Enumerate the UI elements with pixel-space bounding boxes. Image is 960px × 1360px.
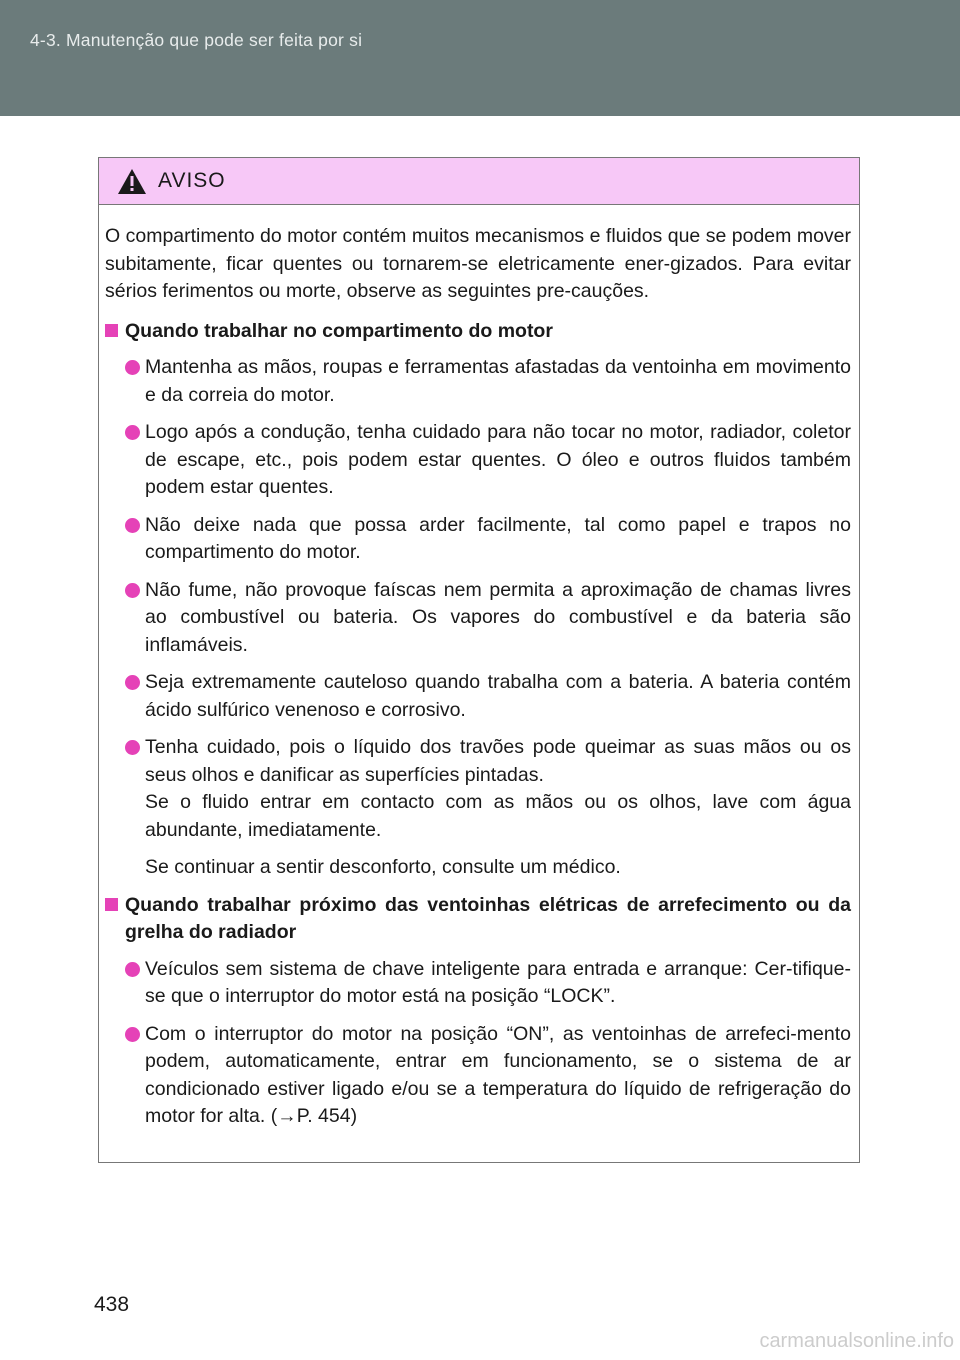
section-heading-text: Quando trabalhar próximo das ventoinhas elétricas de arrefecimento ou da grelha do radiador (125, 893, 851, 943)
warning-intro: O compartimento do motor contém muitos mecanismos e fluidos que se podem mover subitamente, ficar quentes ou tornarem-se eletricamente ener-gizados. Para evitar sérios ferimentos ou morte, observe as seguintes pre-cauções. (105, 225, 851, 302)
circle-bullet-icon (125, 1027, 140, 1042)
page-number: 438 (94, 1293, 130, 1316)
circle-bullet-icon (125, 675, 140, 690)
warning-title: AVISO (158, 169, 226, 192)
list-item-text: Não deixe nada que possa arder facilmente, tal como papel e trapos no compartimento do motor. (145, 513, 851, 563)
circle-bullet-icon (125, 962, 140, 977)
list-item-extra-text: Se continuar a sentir desconforto, consulte um médico. (145, 856, 621, 878)
list-item (105, 577, 851, 660)
list-item (105, 354, 851, 409)
square-bullet-icon (105, 324, 118, 337)
list-item (105, 419, 851, 502)
section-heading (105, 892, 851, 947)
list-item-extra-text: Se o fluido entrar em contacto com as mãos ou os olhos, lave com água abundante, imediatamente. (145, 791, 851, 841)
list-item-text: Com o interruptor do motor na posição “ON”, as ventoinhas de arrefeci-mento podem, automaticamente, entrar em funcionamento, se o sistema de ar condicionado estiver ligado e/ou se a temperatura do líquido de refrigeração do motor for alta. (→P. 454) (145, 1022, 851, 1127)
section-heading (105, 318, 851, 346)
list-item (105, 512, 851, 567)
circle-bullet-icon (125, 518, 140, 533)
list-item-text: Mantenha as mãos, roupas e ferramentas afastadas da ventoinha em movimento e da correia do motor. (145, 356, 851, 406)
circle-bullet-icon (125, 740, 140, 755)
list-item-text: Seja extremamente cauteloso quando trabalha com a bateria. A bateria contém ácido sulfúrico venenoso e corrosivo. (145, 671, 851, 721)
list-item (105, 669, 851, 724)
warning-body (99, 205, 859, 1131)
warning-triangle-icon (117, 168, 147, 195)
list-item (105, 956, 851, 1011)
list-item-text: Logo após a condução, tenha cuidado para não tocar no motor, radiador, coletor de escape, etc., pois podem estar quentes. O óleo e outros fluidos também podem estar quentes. (145, 421, 851, 498)
circle-bullet-icon (125, 425, 140, 440)
page-header-band (0, 0, 960, 116)
circle-bullet-icon (125, 360, 140, 375)
list-item (105, 1021, 851, 1131)
circle-bullet-icon (125, 583, 140, 598)
section-heading-text: Quando trabalhar no compartimento do motor (125, 319, 553, 342)
warning-box (98, 157, 860, 1163)
list-item-text: Tenha cuidado, pois o líquido dos travões pode queimar as suas mãos ou os seus olhos e danificar as superfícies pintadas. (145, 736, 851, 786)
watermark: carmanualsonline.info (759, 1330, 954, 1352)
list-item (105, 734, 851, 882)
list-item-text: Veículos sem sistema de chave inteligente para entrada e arranque: Cer-tifique-se que o interruptor do motor está na posição “LOCK”. (145, 957, 851, 1007)
list-item-text: Não fume, não provoque faíscas nem permita a aproximação de chamas livres ao combustível ou bateria. Os vapores do combustível e da bateria são inflamáveis. (145, 578, 851, 656)
section-title: 4-3. Manutenção que pode ser feita por si (30, 30, 363, 50)
square-bullet-icon (105, 898, 118, 911)
warning-header (99, 158, 859, 205)
